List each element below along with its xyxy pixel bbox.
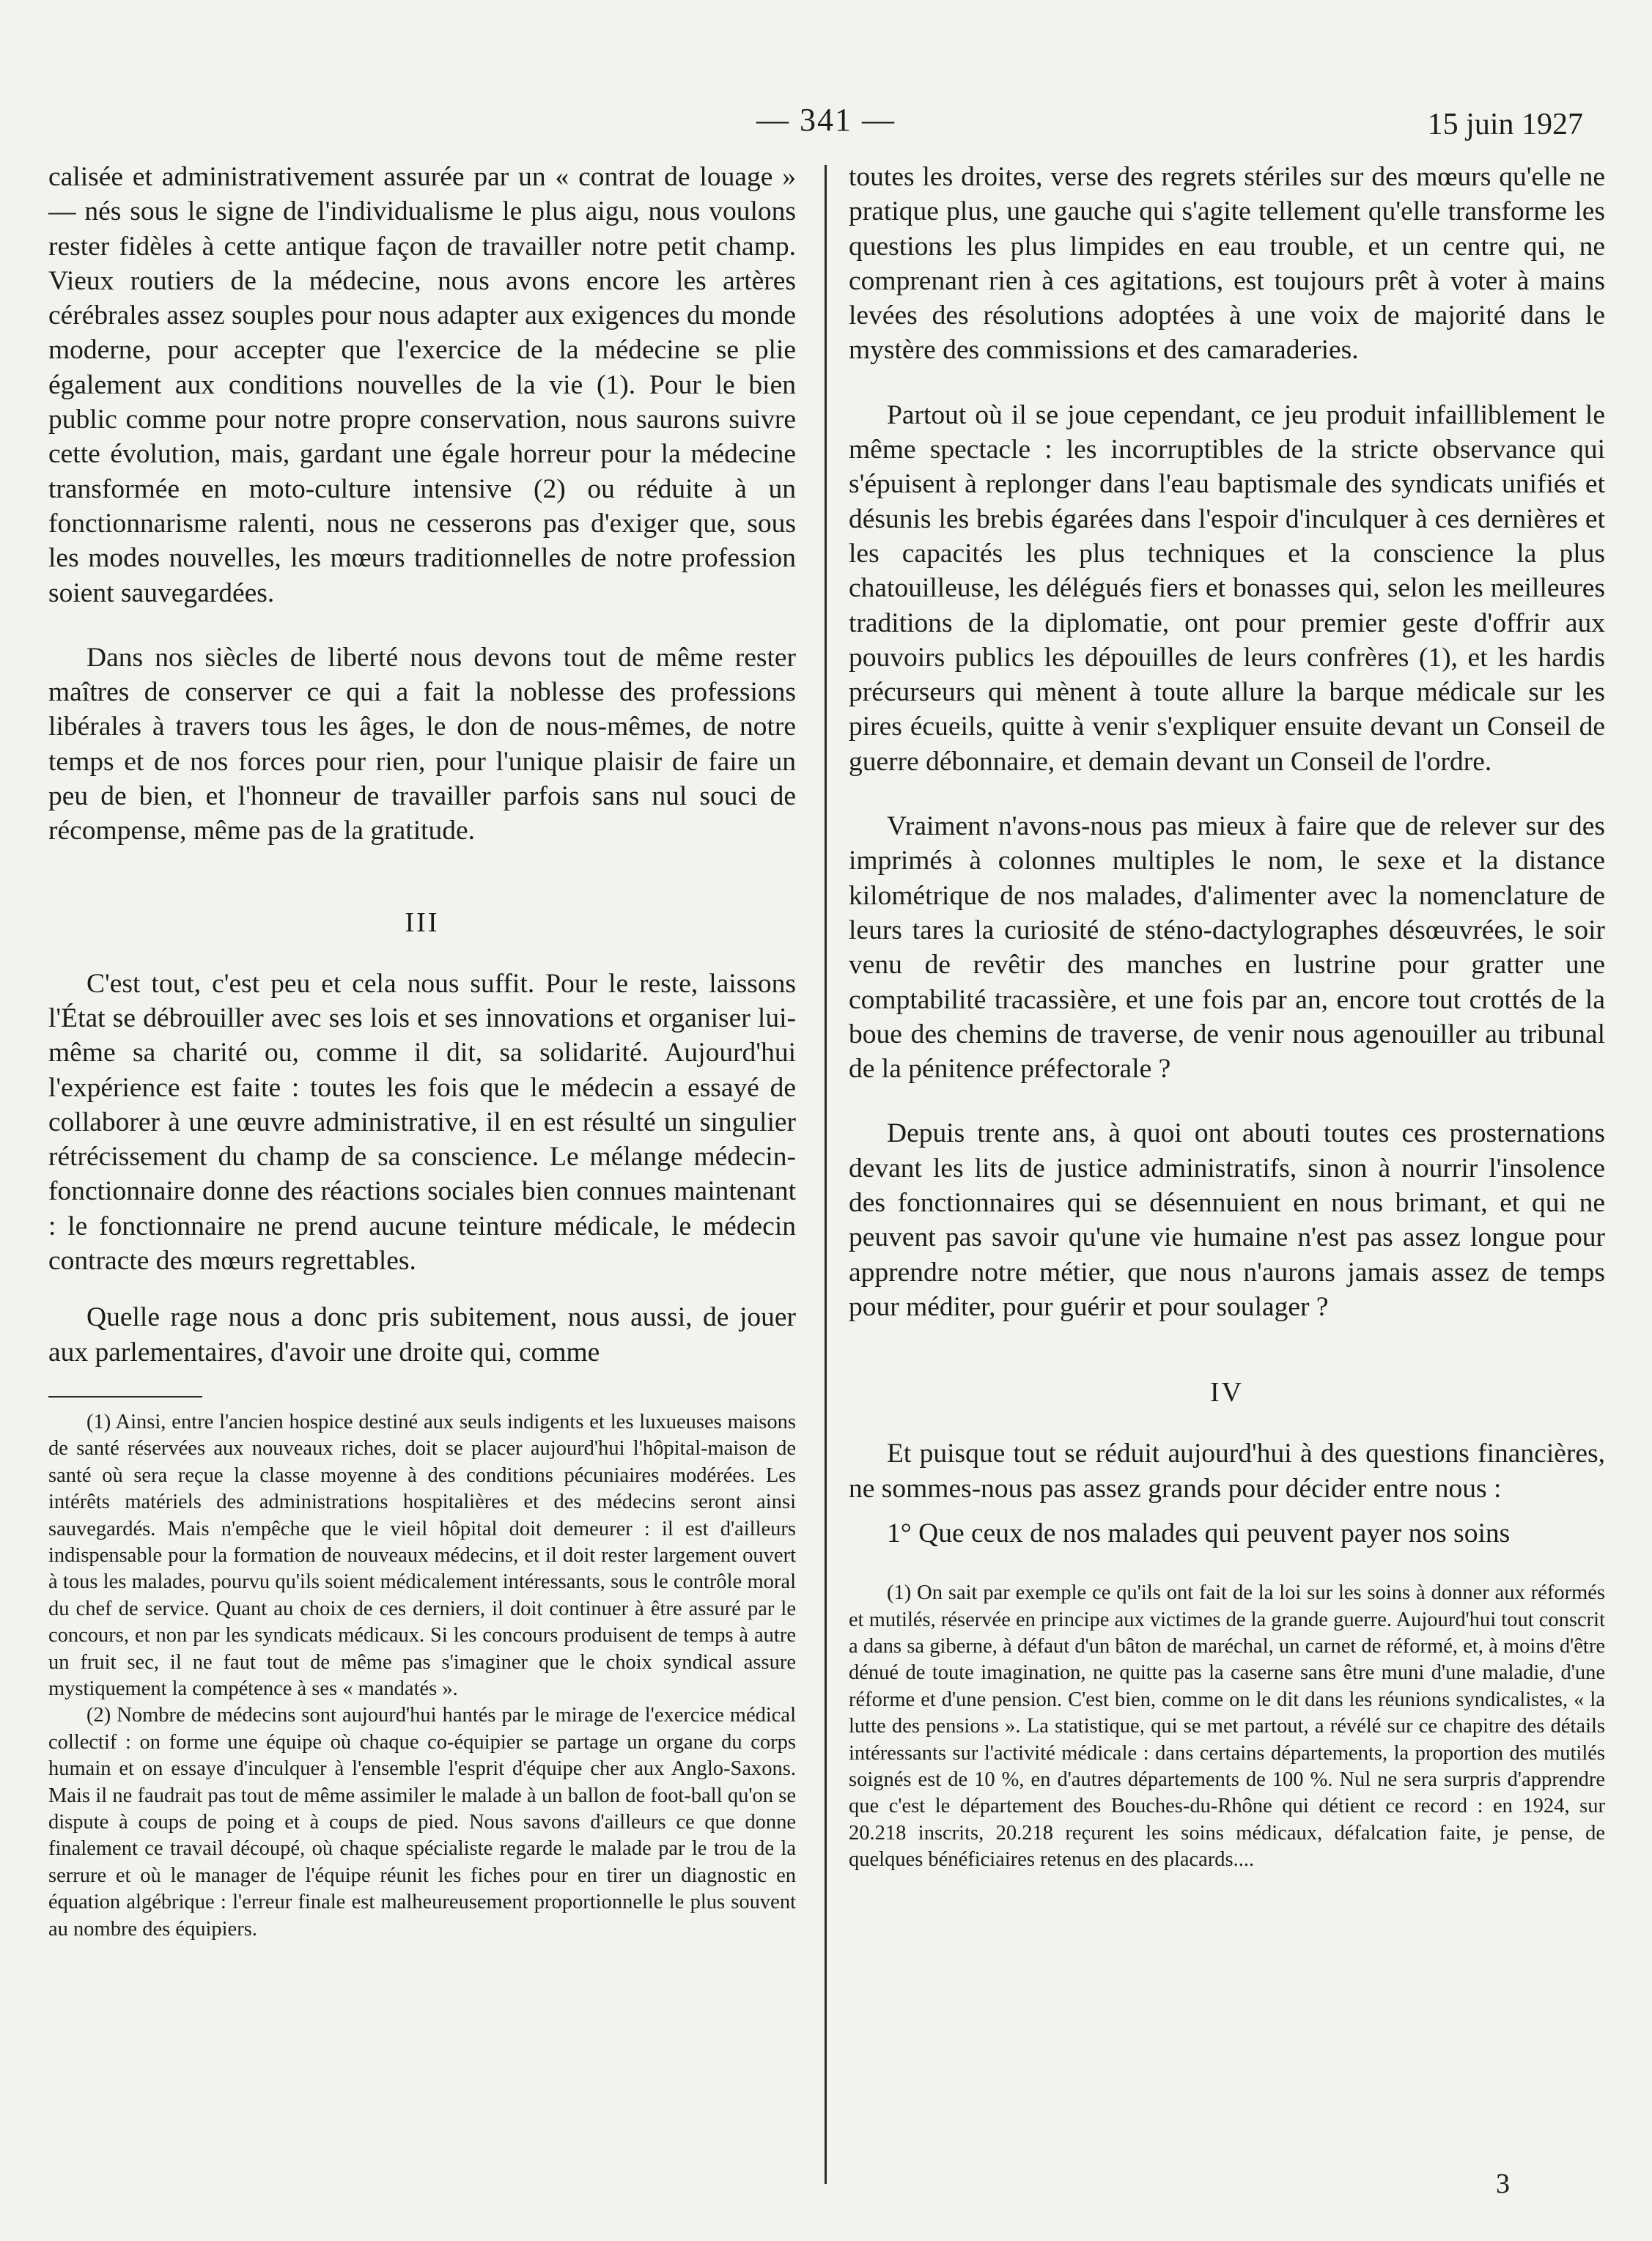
footnote-rule (48, 1396, 202, 1398)
paragraph: toutes les droites, verse des regrets stériles sur des mœurs qu'elle ne pratique plus, une gauche qui s'agite tellement qu'elle transforme les questions les plus limpides en eau trouble, et un centre qui, ne comprenant rien à ces agitations, est toujours prêt à voter à mains levées des résolutions adoptées à une voix de majorité dans le mystère des commissions et des camaraderies. (849, 162, 1605, 366)
paragraph: 1° Que ceux de nos malades qui peuvent payer nos soins (887, 1518, 1511, 1548)
paragraph: Vraiment n'avons-nous pas mieux à faire que de relever sur des imprimés à colonnes multiples le nom, le sexe et la distance kilométrique de nos malades, d'alimenter avec la nomenclature de leurs tares la curiosité de sténo-dactylographes désœuvrées, le soir venu de revêtir des manches en lustrine pour gratter une comptabilité tracassière, et une fois par an, encore tout crottés de la boue des chemins de traverse, de venir nous agenouiller au tribunal de la pénitence préfectorale ? (849, 811, 1605, 1085)
paragraph: C'est tout, c'est peu et cela nous suffit. Pour le reste, laissons l'État se débrouiller avec ses lois et ses innovations et organiser lui-même sa charité ou, comme il dit, sa solidarité. Aujourd'hui l'expérience est faite : toutes les fois que le médecin a essayé de collaborer à une œuvre administrative, il en est résulté un singulier rétrécissement du champ de sa conscience. Le mélange médecin-fonctionnaire donne des réactions sociales bien connues maintenant : le fonctionnaire ne prend aucune teinture médicale, le médecin contracte des mœurs regrettables. (48, 968, 796, 1277)
paragraph: Partout où il se joue cependant, ce jeu produit infailliblement le même spectacle : les incorruptibles de la stricte observance qui s'épuisent à replonger dans l'eau baptismale des syndicats unifiés et désunis les brebis égarées dans l'espoir d'inculquer à ces dernières et les capacités les plus techniques et la conscience la plus chatouilleuse, les délégués fiers et bonasses qui, selon les meilleures traditions de la diplomatie, ont pour premier geste d'offrir aux pouvoirs publics les dépouilles de leurs confrères (1), et les hardis précurseurs qui mènent à toute allure la barque médicale sur les pires écueils, quitte à venir s'expliquer ensuite devant un Conseil de guerre débonnaire, et demain devant un Conseil de l'ordre. (849, 399, 1605, 777)
footnote: (1) On sait par exemple ce qu'ils ont fait de la loi sur les soins à donner aux réformés et mutilés, réservée en principe aux victimes de la grande guerre. Aujourd'hui tout conscrit a dans sa giberne, à défaut d'un bâton de maréchal, un carnet de réformé, et, à moins d'être dénué de toute imagination, ne quitte pas la caserne sans être muni d'une maladie, d'une réforme et d'une pension. C'est bien, comme on le dit dans les réunions syndicalistes, « la lutte des pensions ». La statistique, qui se met partout, a révélé sur ce chapitre des détails intéressants sur l'activité médicale : dans certains départements, la proportion des mutilés soignés est de 10 %, en d'autres départements de 100 %. Nul ne sera surpris d'apprendre que c'est le département des Bouches-du-Rhône qui détient ce record : en 1924, sur 20.218 inscrits, 20.218 reçurent les soins médicaux, défalcation faite, je pense, de quelques bénéficiaires retenus en des placards.... (849, 1581, 1605, 1872)
sheet-number: 3 (1496, 2168, 1510, 2199)
paragraph: Dans nos siècles de liberté nous devons tout de même rester maîtres de conserver ce qui a fait la noblesse des professions libérales à travers tous les âges, le don de nous-mêmes, de notre temps et de nos forces pour rien, pour l'unique plaisir de faire un peu de bien, et l'honneur de travailler parfois sans nul souci de récompense, même pas de la gratitude. (48, 642, 796, 846)
column-divider (825, 165, 827, 2184)
section-heading-iii: III (405, 907, 440, 938)
footnote: (2) Nombre de médecins sont aujourd'hui hantés par le mirage de l'exercice médical collectif : on forme une équipe où chaque co-équipier se partage un organe du corps humain et on essaye d'inculquer à l'ensemble l'esprit d'équipe cher aux Anglo-Saxons. Mais il ne faudrait pas tout de même assimiler le malade à un ballon de foot-ball qu'on se dispute à coups de poing et à coups de pied. Nous savons d'ailleurs ce que donne finalement ce travail découpé, où chaque spécialiste regarde le malade par le trou de la serrure et où le manager de l'équipe réunit les fiches pour en tirer un diagnostic en équation algébrique : l'erreur finale est malheureusement proportionnelle le plus souvent au nombre des équipiers. (48, 1704, 796, 1941)
left-column (48, 160, 796, 1943)
section-heading-iv: IV (1209, 1377, 1244, 1409)
paragraph: Quelle rage nous a donc pris subitement, nous aussi, de jouer aux parlementaires, d'avoir une droite qui, comme (48, 1302, 796, 1367)
paragraph: calisée et administrativement assurée par un « contrat de louage » — nés sous le signe de l'individualisme le plus aigu, nous voulons rester fidèles à cette antique façon de travailler notre petit champ. Vieux routiers de la médecine, nous avons encore les artères cérébrales assez souples pour nous adapter aux exigences du monde moderne, pour accepter que l'exercice de la médecine se plie également aux conditions nouvelles de la vie (1). Pour le bien public comme pour notre propre conservation, nous saurons suivre cette évolution, mais, gardant une égale horreur pour la médecine transformée en moto-culture intensive (2) ou réduite à un fonctionnarisme ralenti, nous ne cesserons pas d'exiger que, sous les modes nouvelles, les mœurs traditionnelles de notre profession soient sauvegardées. (48, 162, 796, 608)
issue-date: 15 juin 1927 (1427, 108, 1583, 141)
page-number: — 341 — (756, 102, 896, 138)
right-column (849, 160, 1605, 1874)
paragraph: Et puisque tout se réduit aujourd'hui à des questions financières, ne sommes-nous pas assez grands pour décider entre nous : (849, 1439, 1605, 1504)
paragraph: Depuis trente ans, à quoi ont abouti toutes ces prosternations devant les lits de justice administratifs, sinon à nourrir l'insolence des fonctionnaires qui se désennuient en nous brimant, et qui ne peuvent pas savoir qu'une vie humaine n'est pas assez longue pour apprendre notre métier, que nous n'aurons jamais assez de temps pour méditer, pour guérir et pour soulager ? (849, 1118, 1605, 1322)
footnote: (1) Ainsi, entre l'ancien hospice destiné aux seuls indigents et les luxueuses maisons de santé réservées aux nouveaux riches, doit se placer aujourd'hui l'hôpital-maison de santé où sera reçue la classe moyenne à des conditions pécuniaires modérées. Les intérêts matériels des administrations hospitalières et des médecins seront ainsi sauvegardés. Mais n'empêche que le vieil hôpital doit demeurer : il est d'ailleurs indispensable pour la formation de nouveaux médecins, et il doit rester largement ouvert à tous les malades, pourvu qu'ils soient médicalement intéressants, sous le contrôle moral du chef de service. Quant au choix de ces derniers, il doit continuer à être assuré par le concours, et non par les syndicats médicaux. Si les concours produisent de temps à autre un fruit sec, il ne faut tout de même pas s'imaginer que le choix syndical assure mystiquement la compétence à ses « mandatés ». (48, 1410, 796, 1700)
